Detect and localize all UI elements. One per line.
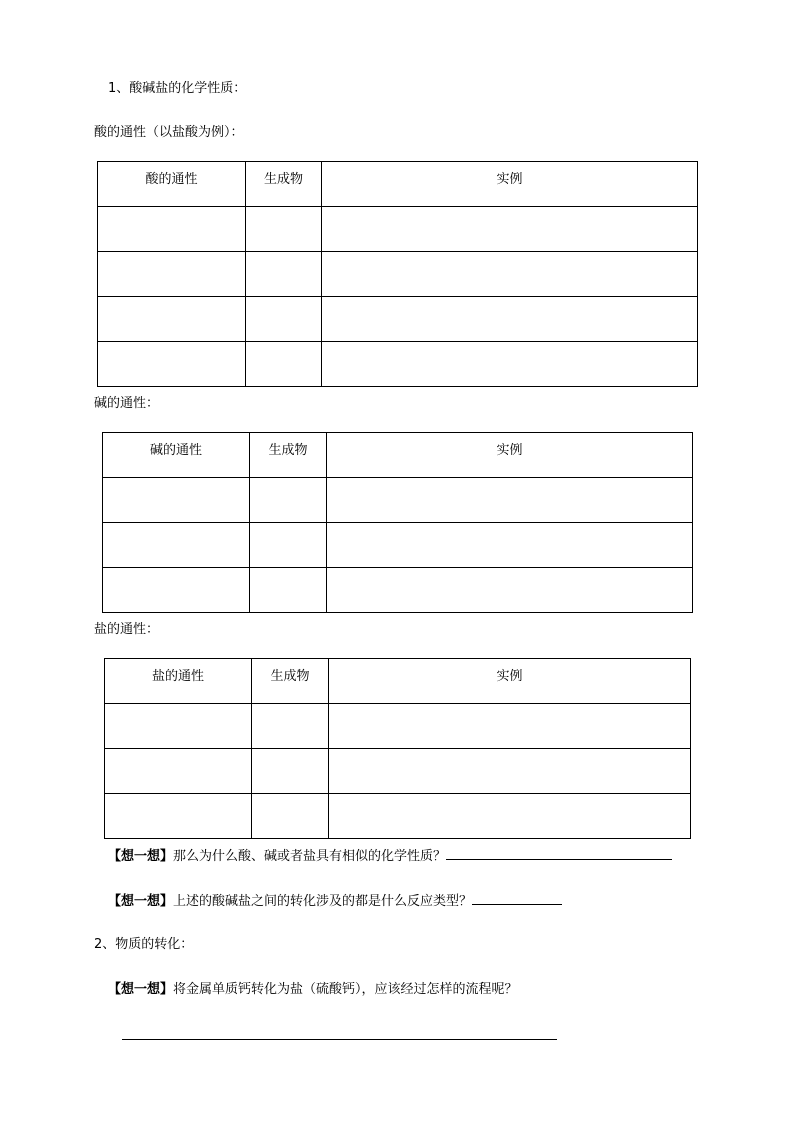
salt-cell[interactable] bbox=[329, 749, 691, 794]
think3-answer-line[interactable] bbox=[122, 1039, 557, 1040]
acid-cell[interactable] bbox=[246, 252, 322, 297]
table-row bbox=[98, 207, 698, 252]
acid-cell[interactable] bbox=[322, 342, 698, 387]
acid-header-example: 实例 bbox=[322, 162, 698, 207]
base-cell[interactable] bbox=[327, 568, 693, 613]
salt-cell[interactable] bbox=[252, 749, 329, 794]
acid-header-property: 酸的通性 bbox=[98, 162, 246, 207]
base-cell[interactable] bbox=[327, 523, 693, 568]
table-row bbox=[103, 478, 693, 523]
salt-cell[interactable] bbox=[105, 749, 252, 794]
salt-header-property: 盐的通性 bbox=[105, 659, 252, 704]
think1-answer-line[interactable] bbox=[446, 847, 672, 860]
salt-table bbox=[104, 658, 691, 839]
salt-cell[interactable] bbox=[105, 704, 252, 749]
table-row bbox=[98, 297, 698, 342]
base-header-example: 实例 bbox=[327, 433, 693, 478]
base-cell[interactable] bbox=[103, 478, 250, 523]
table-row bbox=[98, 342, 698, 387]
acid-cell[interactable] bbox=[98, 297, 246, 342]
think1-text: 那么为什么酸、碱或者盐具有相似的化学性质？ bbox=[173, 849, 447, 864]
acid-cell[interactable] bbox=[322, 252, 698, 297]
think3-text: 将金属单质钙转化为盐（硫酸钙），应该经过怎样的流程呢？ bbox=[173, 982, 518, 997]
base-cell[interactable] bbox=[250, 478, 327, 523]
salt-cell[interactable] bbox=[329, 704, 691, 749]
acid-cell[interactable] bbox=[246, 342, 322, 387]
base-header-property: 碱的通性 bbox=[103, 433, 250, 478]
salt-cell[interactable] bbox=[329, 794, 691, 839]
section1-title: 1、酸碱盐的化学性质： bbox=[108, 81, 247, 96]
table-row bbox=[105, 794, 691, 839]
base-intro: 碱的通性： bbox=[94, 396, 160, 411]
table-row bbox=[103, 523, 693, 568]
base-cell[interactable] bbox=[327, 478, 693, 523]
acid-table bbox=[97, 161, 698, 387]
acid-cell[interactable] bbox=[322, 207, 698, 252]
acid-cell[interactable] bbox=[98, 207, 246, 252]
salt-cell[interactable] bbox=[105, 794, 252, 839]
think3-tag: 【想一想】 bbox=[108, 982, 174, 997]
think1 bbox=[108, 847, 672, 866]
table-row bbox=[103, 568, 693, 613]
base-cell[interactable] bbox=[250, 523, 327, 568]
acid-cell[interactable] bbox=[246, 207, 322, 252]
base-header-product: 生成物 bbox=[250, 433, 327, 478]
think2 bbox=[108, 892, 562, 911]
acid-header-product: 生成物 bbox=[246, 162, 322, 207]
table-row bbox=[105, 749, 691, 794]
think1-tag: 【想一想】 bbox=[108, 849, 174, 864]
base-cell[interactable] bbox=[250, 568, 327, 613]
section2-title: 2、物质的转化： bbox=[94, 937, 194, 952]
salt-header-example: 实例 bbox=[329, 659, 691, 704]
base-table bbox=[102, 432, 693, 613]
acid-cell[interactable] bbox=[98, 252, 246, 297]
think2-text: 上述的酸碱盐之间的转化涉及的都是什么反应类型？ bbox=[173, 894, 473, 909]
think2-tag: 【想一想】 bbox=[108, 894, 174, 909]
salt-intro: 盐的通性： bbox=[94, 622, 160, 637]
table-row bbox=[105, 704, 691, 749]
salt-cell[interactable] bbox=[252, 704, 329, 749]
base-cell[interactable] bbox=[103, 568, 250, 613]
think3 bbox=[108, 981, 518, 999]
salt-cell[interactable] bbox=[252, 794, 329, 839]
acid-cell[interactable] bbox=[246, 297, 322, 342]
salt-header-product: 生成物 bbox=[252, 659, 329, 704]
acid-intro: 酸的通性（以盐酸为例）： bbox=[94, 125, 244, 140]
base-cell[interactable] bbox=[103, 523, 250, 568]
table-row bbox=[98, 252, 698, 297]
acid-cell[interactable] bbox=[322, 297, 698, 342]
think2-answer-line[interactable] bbox=[472, 892, 562, 905]
acid-cell[interactable] bbox=[98, 342, 246, 387]
